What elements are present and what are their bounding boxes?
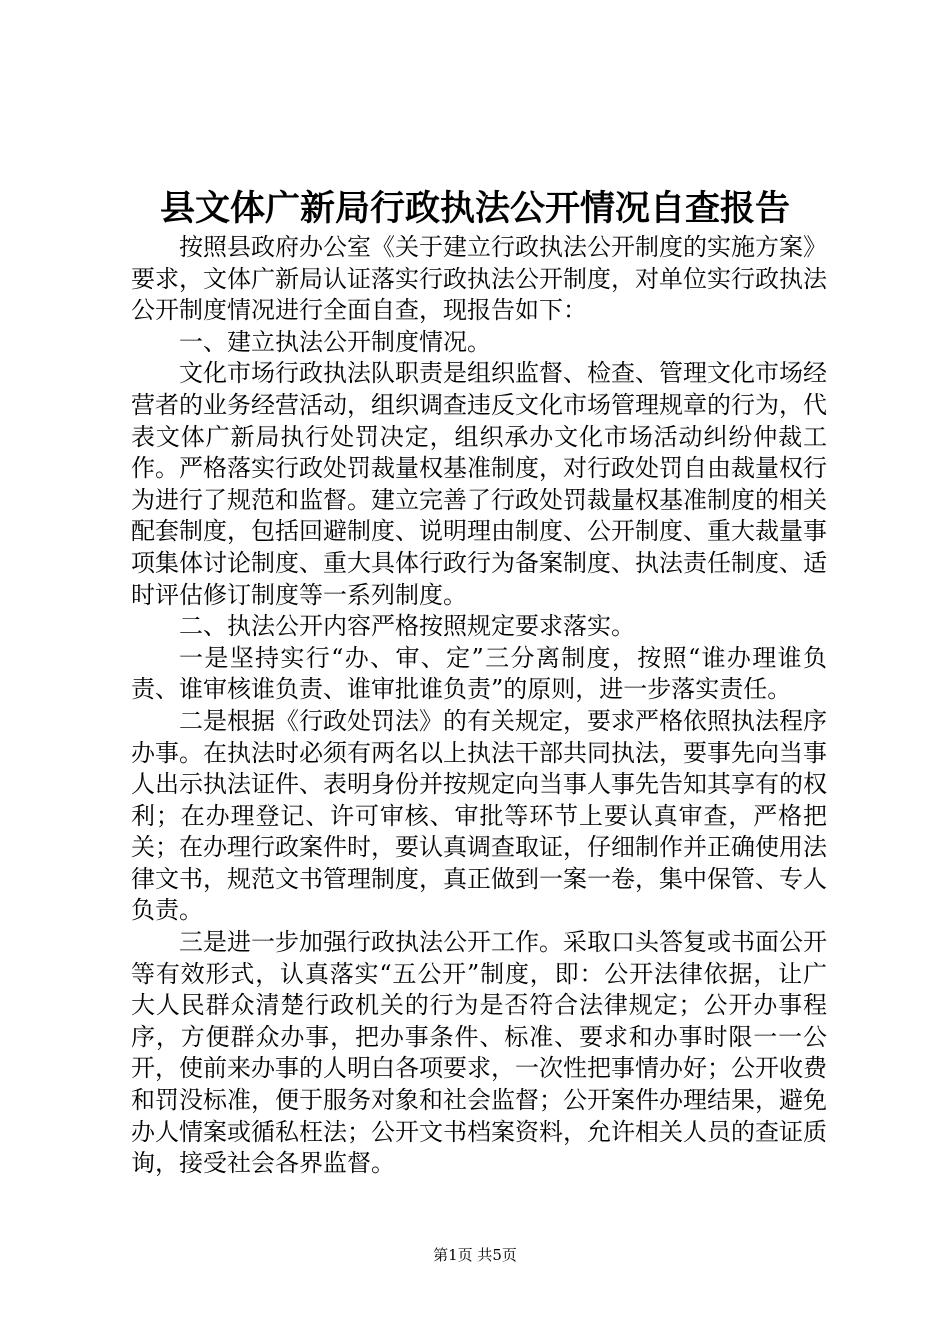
document-title: 县文体广新局行政执法公开情况自查报告 xyxy=(159,188,790,229)
paragraph-section-1: 文化市场行政执法队职责是组织监督、检查、管理文化市场经营者的业务经营活动，组织调查违反文化市场管理规章的行为，代表文体广新局执行处罚决定，组织承办文化市场活动纠纷仲裁工作。严格落实行政处罚裁量权基准制度，对行政处罚自由裁量权行为进行了规范和监督。建立完善了行政处罚裁量权基准制度的相关配套制度，包括回避制度、说明理由制度、公开制度、重大裁量事项集体讨论制度、重大具体行政行为备案制度、执法责任制度、适时评估修订制度等一系列制度。 xyxy=(131,359,827,609)
paragraph-item-2: 二是根据《行政处罚法》的有关规定，要求严格依照执法程序办事。在执法时必须有两名以上执法干部共同执法，要事先向当事人出示执法证件、表明身份并按规定向当事人事先告知其享有的权利；在办理登记、许可审核、审批等环节上要认真审查，严格把关；在办理行政案件时，要认真调查取证，仔细制作并正确使用法律文书，规范文书管理制度，真正做到一案一卷，集中保管、专人负责。 xyxy=(131,706,827,925)
section-heading-2: 二、执法公开内容严格按照规定要求落实。 xyxy=(179,612,635,641)
section-heading-1: 一、建立执法公开制度情况。 xyxy=(179,327,491,356)
page-footer: 第1页 共5页 xyxy=(433,1246,517,1264)
paragraph-item-3: 三是进一步加强行政执法公开工作。采取口头答复或书面公开等有效形式，认真落实“五公开”制度，即：公开法律依据，让广大人民群众清楚行政机关的行为是否符合法律规定；公开办事程序，方便群众办事，把办事条件、标准、要求和办事时限一一公开，使前来办事的人明白各项要求，一次性把事情办好；公开收费和罚没标准，便于服务对象和社会监督；公开案件办理结果，避免办人情案或循私枉法；公开文书档案资料，允许相关人员的查证质询，接受社会各界监督。 xyxy=(131,928,827,1178)
paragraph-intro: 按照县政府办公室《关于建立行政执法公开制度的实施方案》要求，文体广新局认证落实行政执法公开制度，对单位实行政执法公开制度情况进行全面自查，现报告如下： xyxy=(131,233,827,325)
document-body xyxy=(131,232,827,1180)
paragraph-item-1: 一是坚持实行“办、审、定”三分离制度，按照“谁办理谁负责、谁审核谁负责、谁审批谁负责”的原则，进一步落实责任。 xyxy=(131,643,827,704)
